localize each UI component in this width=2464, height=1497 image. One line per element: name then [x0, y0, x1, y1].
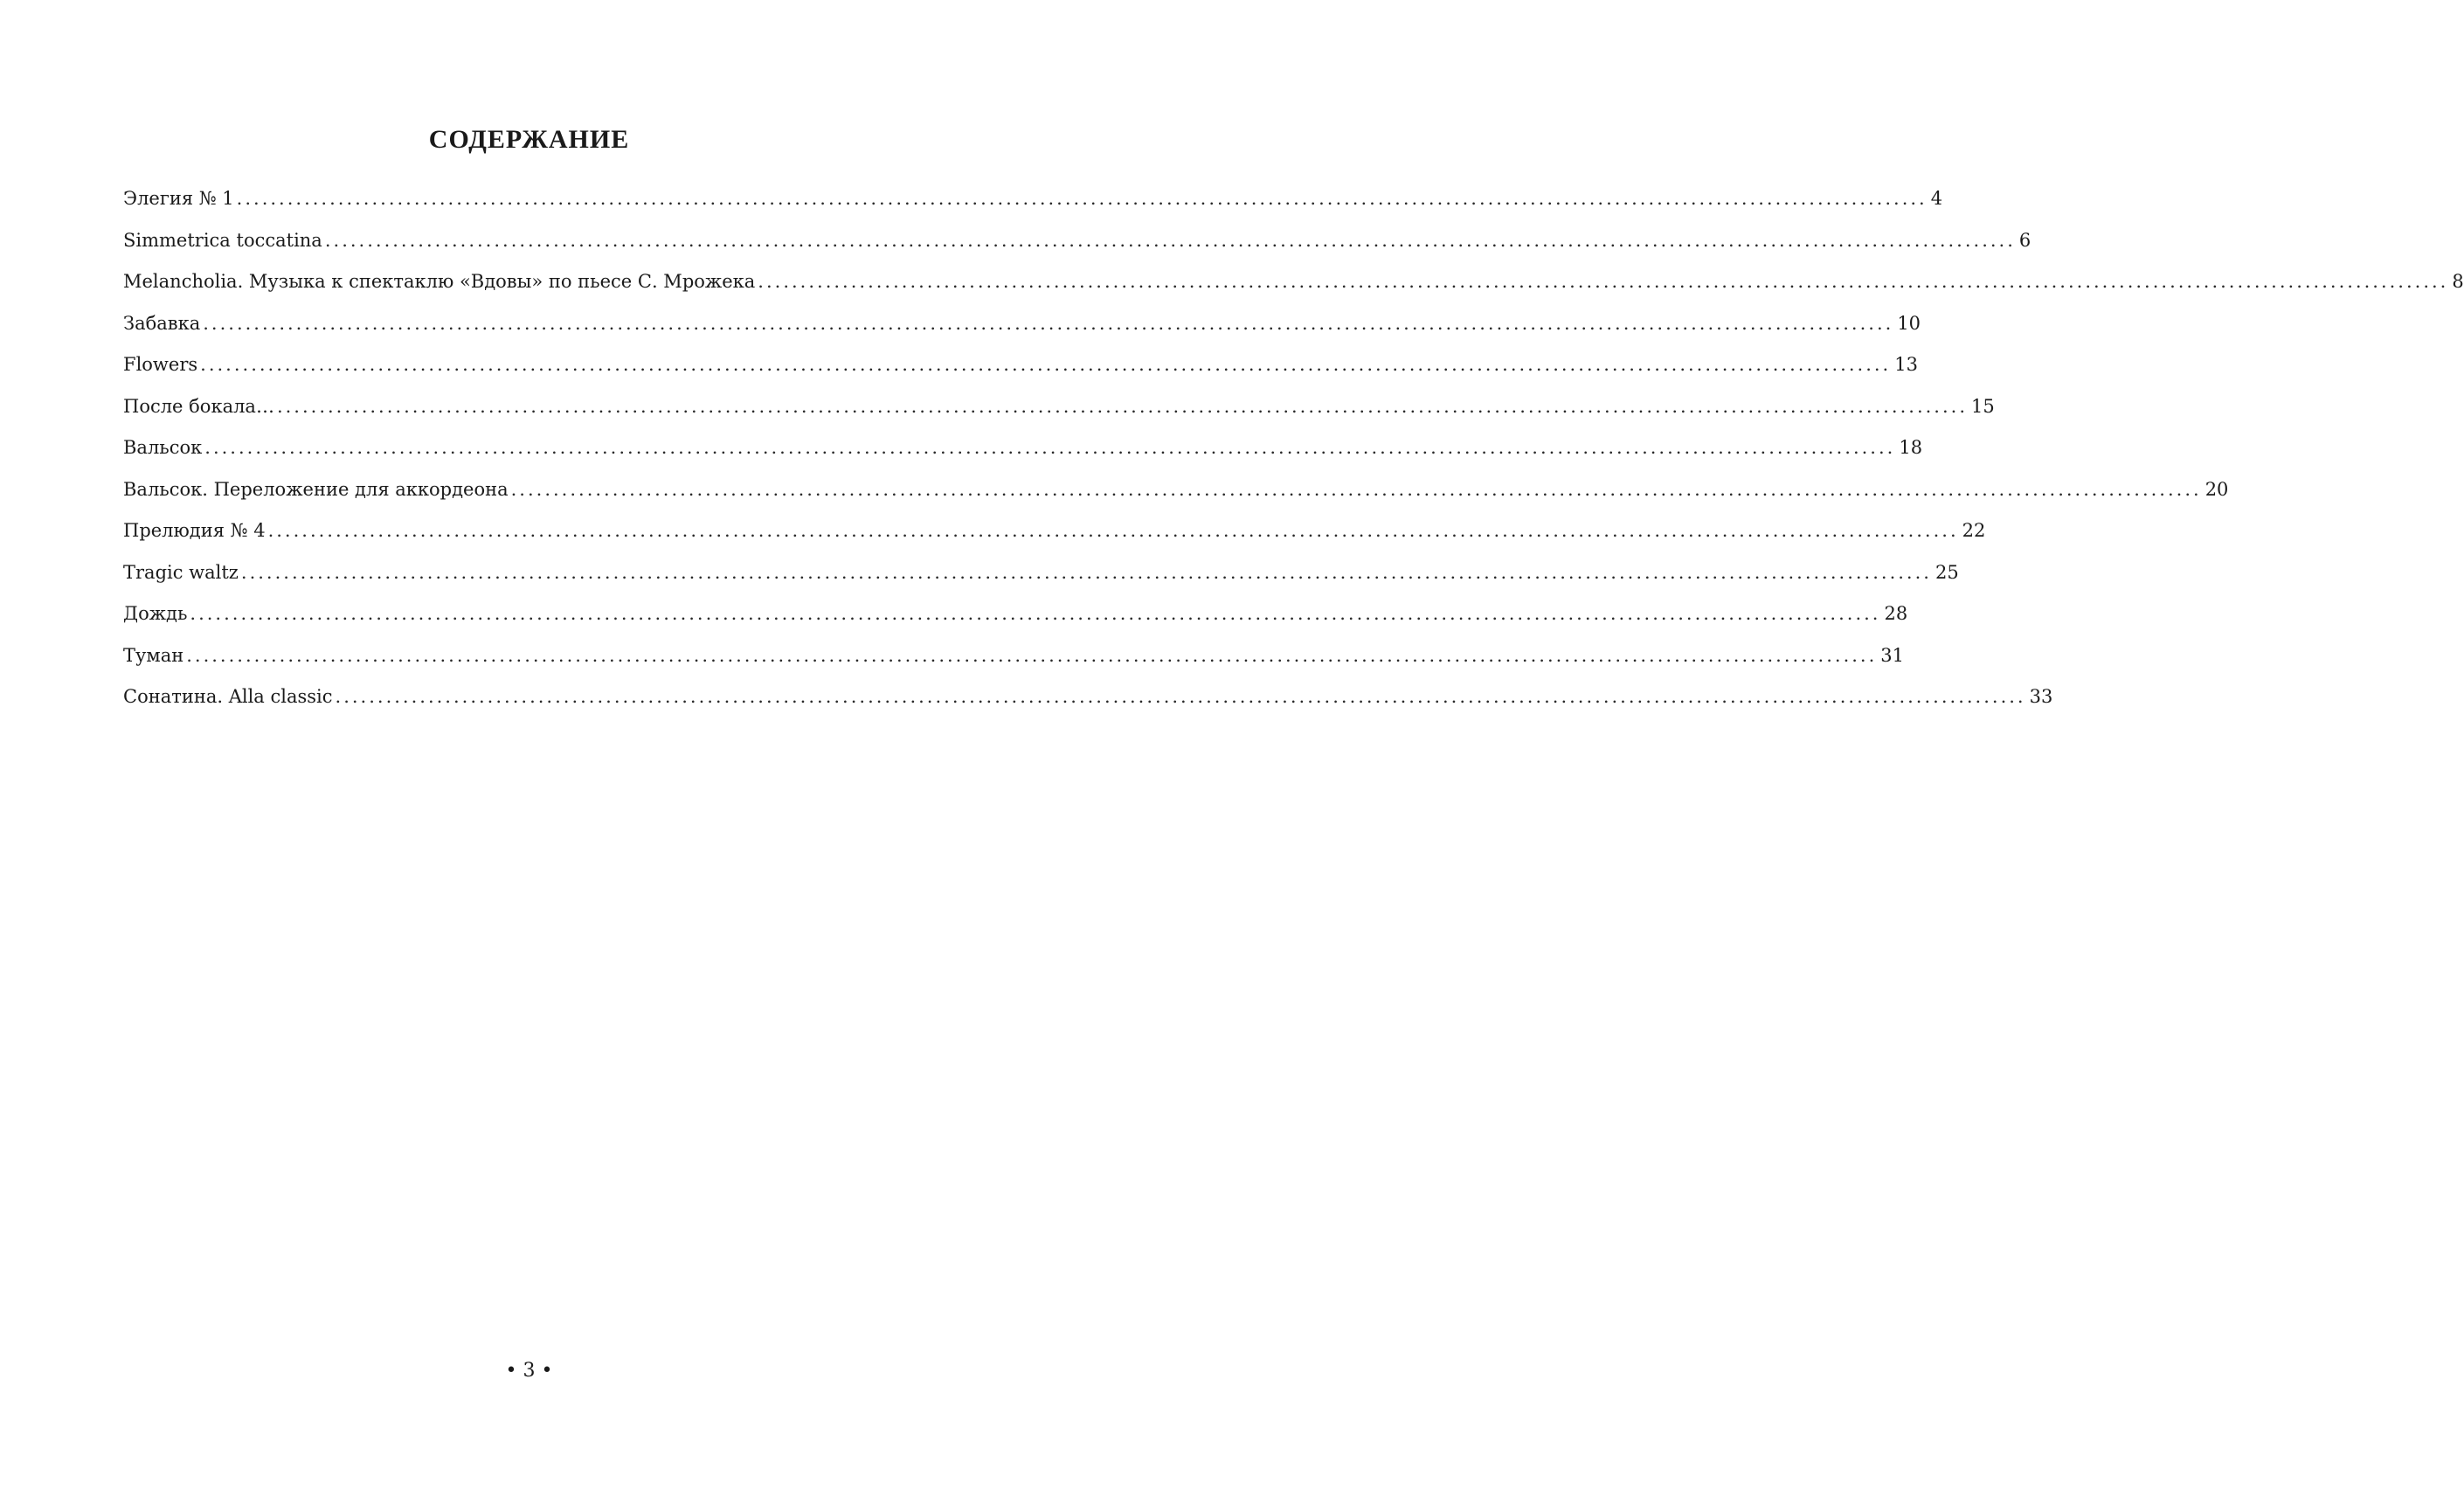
toc-dot-leader: ........................................................................................................................................................................................................ [204, 437, 1896, 458]
toc-dot-leader: ........................................................................................................................................................................................................ [510, 478, 2202, 500]
toc-entry-page: 28 [1884, 603, 1908, 624]
toc-entry [123, 559, 1959, 601]
toc-entry-title: Забавка [123, 312, 201, 334]
toc-dot-leader: ........................................................................................................................................................................................................ [267, 520, 1959, 541]
toc-dot-leader: ........................................................................................................................................................................................................ [203, 312, 1894, 334]
toc-entry-title: Flowers [123, 354, 198, 375]
toc-entry-title: Melancholia. Музыка к спектаклю «Вдовы» по пьесе С. Мрожека [123, 271, 756, 292]
toc-entry-page: 4 [1930, 188, 1943, 209]
page-number: • 3 • [505, 1360, 553, 1382]
table-of-contents [123, 185, 2464, 725]
toc-dot-leader: ........................................................................................................................................................................................................ [186, 644, 1878, 666]
toc-entry-title: Прелюдия № 4 [123, 520, 266, 541]
toc-entry [123, 600, 1908, 642]
toc-entry-title: Simmetrica toccatina [123, 229, 322, 251]
toc-entry-title: Дождь [123, 603, 188, 624]
toc-entry [123, 185, 1943, 227]
toc-entry-title: Tragic waltz [123, 561, 239, 583]
toc-dot-leader: ........................................................................................................................................................................................................ [240, 561, 1932, 583]
toc-entry [123, 268, 2464, 310]
toc-entry-page: 18 [1899, 437, 1923, 458]
toc-entry-page: 20 [2204, 478, 2229, 500]
toc-entry-title: Сонатина. Alla classic [123, 686, 333, 707]
toc-entry-page: 31 [1880, 644, 1905, 666]
toc-entry [123, 476, 2229, 518]
toc-entry [123, 310, 1921, 352]
toc-entry [123, 683, 2053, 725]
toc-entry-title: Элегия № 1 [123, 188, 234, 209]
toc-dot-leader: ........................................................................................................................................................................................................ [200, 354, 1892, 375]
toc-entry-page: 8 [2452, 271, 2464, 292]
toc-entry [123, 517, 1986, 559]
toc-entry-title: Туман [123, 644, 184, 666]
toc-entry-title: Вальсок [123, 437, 203, 458]
toc-entry-page: 33 [2029, 686, 2053, 707]
toc-entry-page: 22 [1962, 520, 1986, 541]
toc-entry-page: 6 [2018, 229, 2031, 251]
toc-entry [123, 393, 1995, 435]
toc-dot-leader: ........................................................................................................................................................................................................ [758, 271, 2449, 292]
toc-dot-leader: ........................................................................................................................................................................................................ [190, 603, 1881, 624]
toc-dot-leader: ........................................................................................................................................................................................................ [335, 686, 2026, 707]
toc-entry-page: 10 [1897, 312, 1921, 334]
toc-entry-page: 25 [1935, 561, 1959, 583]
toc-entry [123, 227, 2031, 269]
toc-dot-leader: ........................................................................................................................................................................................................ [324, 229, 2016, 251]
toc-entry [123, 642, 1905, 684]
toc-entry-title: Вальсок. Переложение для аккордеона [123, 478, 509, 500]
toc-entry-title: После бокала… [123, 395, 274, 417]
toc-dot-leader: ........................................................................................................................................................................................................ [236, 188, 1928, 209]
toc-entry-page: 15 [1971, 395, 1995, 417]
toc-entry [123, 351, 1918, 393]
page-title: СОДЕРЖАНИЕ [428, 125, 630, 155]
toc-entry-page: 13 [1894, 354, 1918, 375]
toc-entry [123, 434, 1923, 476]
toc-dot-leader: ........................................................................................................................................................................................................ [276, 395, 1969, 417]
